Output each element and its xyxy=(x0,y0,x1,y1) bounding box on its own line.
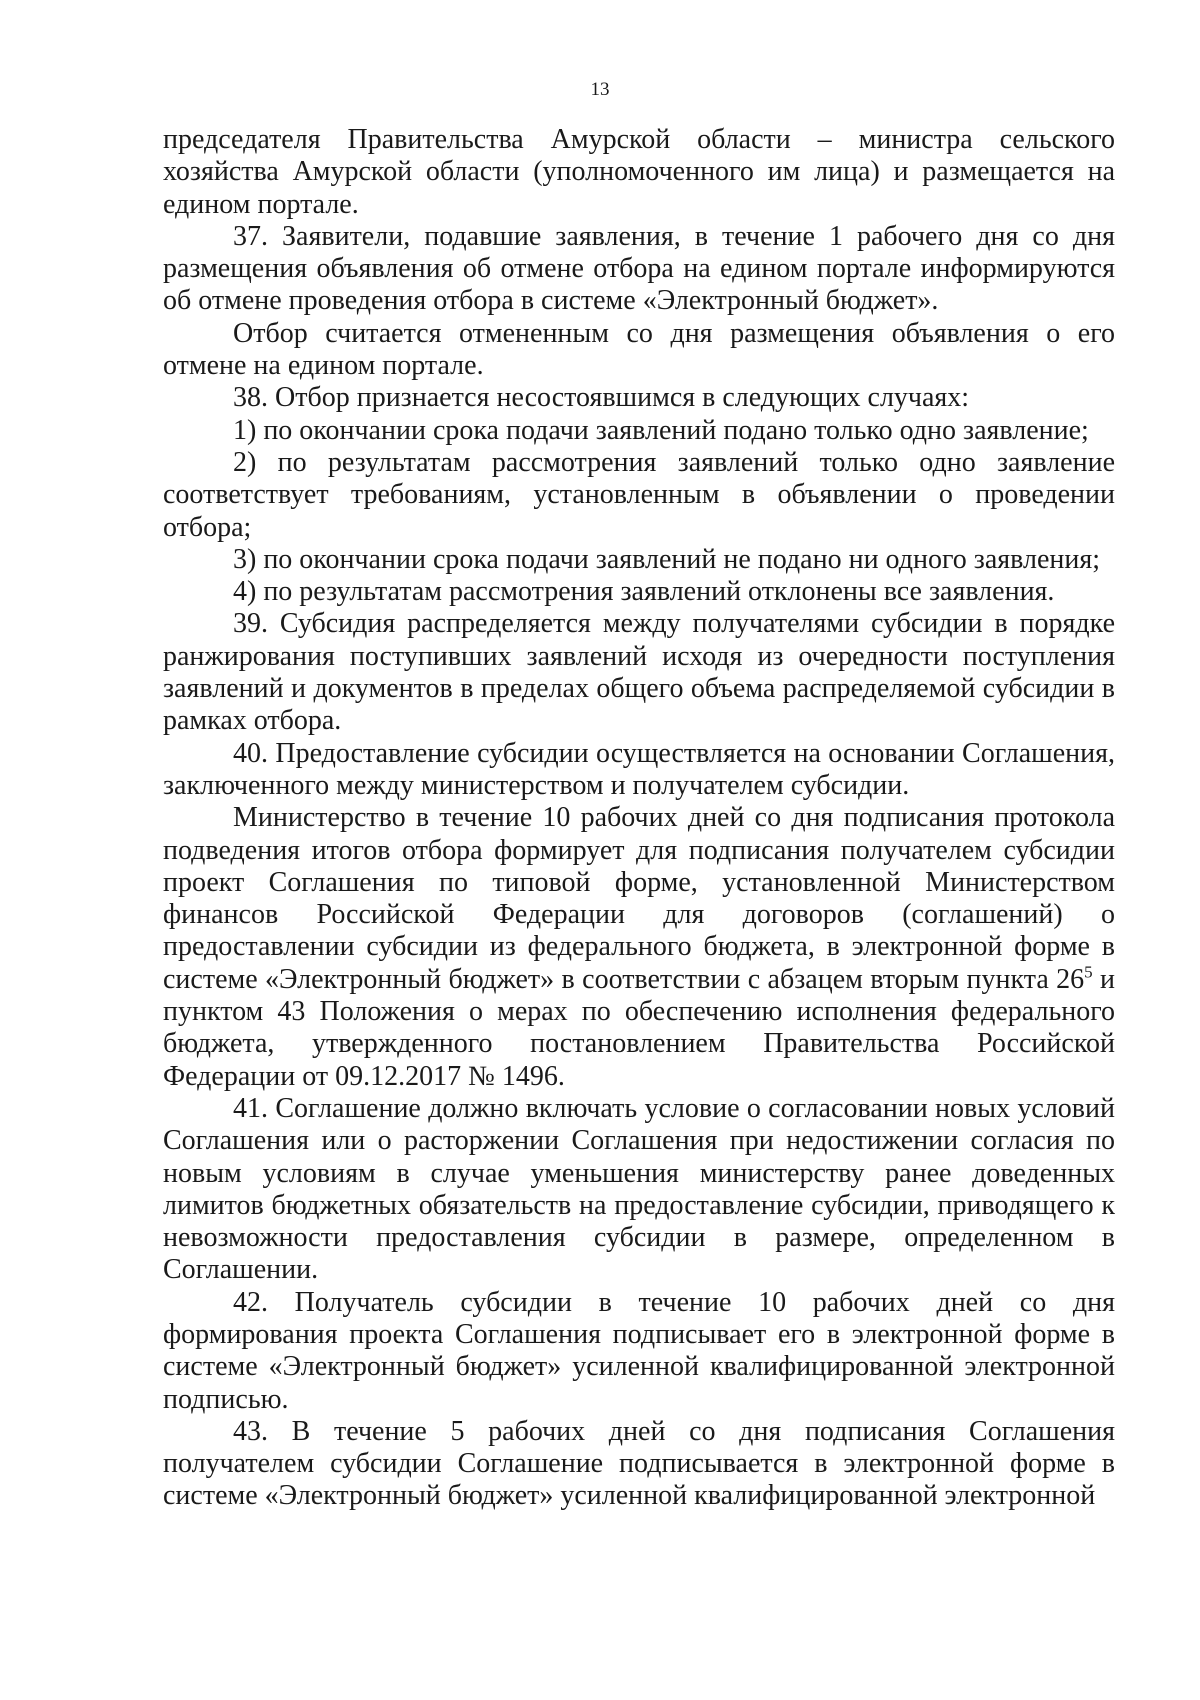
clause-42: 42. Получатель субсидии в течение 10 рабочих дней со дня формирования проекта Соглашения подписывает его в электронной форме в системе «Электронный бюджет» усиленной квалифицированной электронной подписью. xyxy=(163,1286,1115,1415)
paragraph-continuation: председателя Правительства Амурской области – министра сельского хозяйства Амурской области (уполномоченного им лица) и размещается на едином портале. xyxy=(163,124,1115,220)
clause-38-item-1: 1) по окончании срока подачи заявлений подано только одно заявление; xyxy=(233,414,1089,446)
clause-39: 39. Субсидия распределяется между получателями субсидии в порядке ранжирования поступивших заявлений исходя из очередности поступления заявлений и документов в пределах общего объема распределяемой субсидии в рамках отбора. xyxy=(163,608,1115,737)
document-body xyxy=(163,124,1115,1513)
clause-40-text-part-2: и пунктом 43 Положения о мерах по обеспечению исполнения федерального бюджета, утвержденного постановлением Правительства Российской Федерации от 09.12.2017 № 1496. xyxy=(163,963,1116,1092)
clause-40-ministry-paragraph xyxy=(163,802,1115,1093)
clause-38-item-3: 3) по окончании срока подачи заявлений не подано ни одного заявления; xyxy=(233,543,1101,575)
clause-37: 37. Заявители, подавшие заявления, в течение 1 рабочего дня со дня размещения объявления об отмене отбора на едином портале информируются об отмене проведения отбора в системе «Электронный бюджет». xyxy=(163,220,1115,317)
page-number: 13 xyxy=(590,79,610,100)
clause-38-item-4: 4) по результатам рассмотрения заявлений отклонены все заявления. xyxy=(233,576,1055,608)
clause-38: 38. Отбор признается несостоявшимся в следующих случаях: xyxy=(233,382,970,414)
clause-40-text-part-1: Министерство в течение 10 рабочих дней со дня подписания протокола подведения итогов отбора формирует для подписания получателем субсидии проект Соглашения по типовой форме, установленной Министерством финансов Российской Федерации для договоров (соглашений) о предоставлении субсидии из федерального бюджета, в электронной форме в системе «Электронный бюджет» в соответствии с абзацем вторым пункта 26 xyxy=(163,802,1115,995)
superscript-5: 5 xyxy=(1084,962,1093,982)
clause-37-note: Отбор считается отмененным со дня размещения объявления о его отмене на едином портале. xyxy=(163,317,1115,382)
clause-43: 43. В течение 5 рабочих дней со дня подписания Соглашения получателем субсидии Соглашение подписывается в электронной форме в системе «Электронный бюджет» усиленной квалифицированной электронной xyxy=(163,1415,1115,1512)
clause-41: 41. Соглашение должно включать условие о согласовании новых условий Соглашения или о расторжении Соглашения при недостижении согласия по новым условиям в случае уменьшения министерству ранее доведенных лимитов бюджетных обязательств на предоставление субсидии, приводящего к невозможности предоставления субсидии в размере, определенном в Соглашении. xyxy=(163,1092,1115,1286)
clause-38-item-2: 2) по результатам рассмотрения заявлений только одно заявление соответствует требованиям, установленным в объявлении о проведении отбора; xyxy=(163,446,1115,543)
clause-40: 40. Предоставление субсидии осуществляется на основании Соглашения, заключенного между министерством и получателем субсидии. xyxy=(163,737,1115,801)
